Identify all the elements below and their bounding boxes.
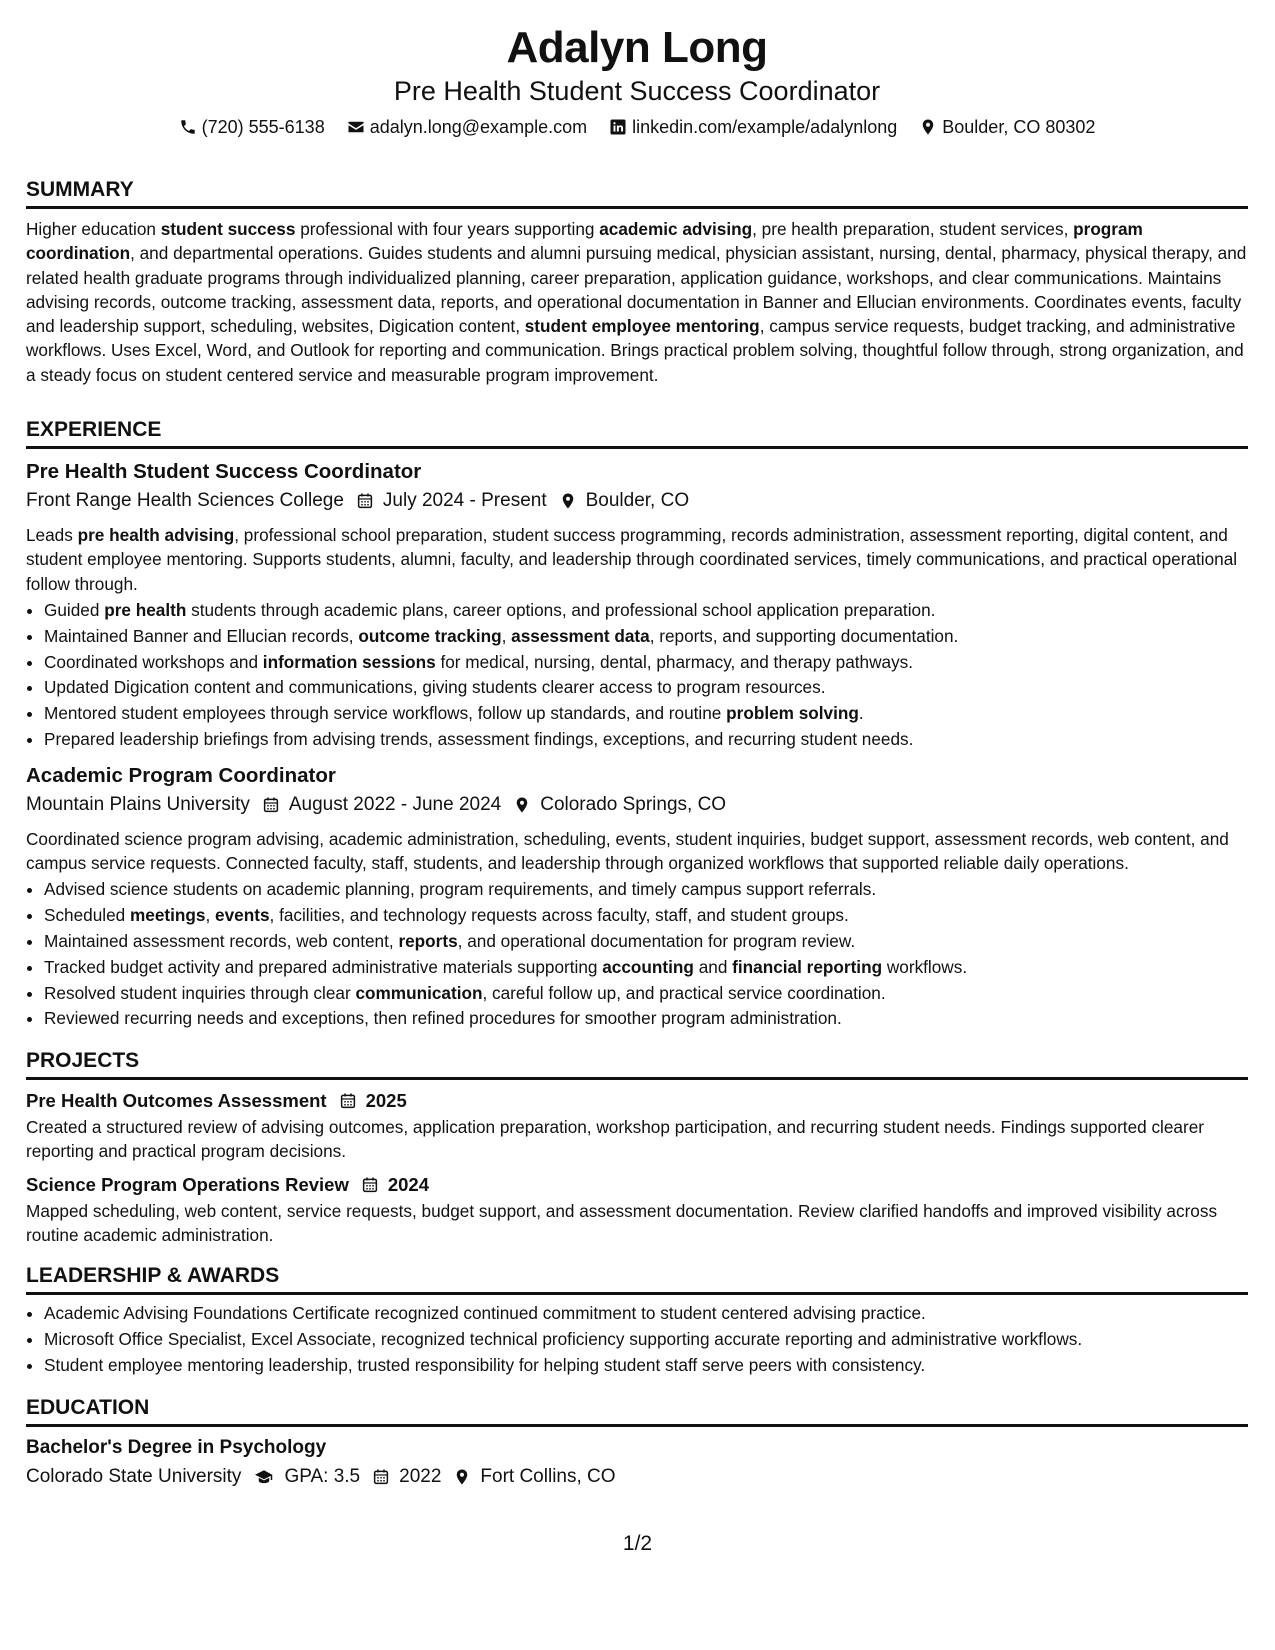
education-gpa <box>253 1463 360 1491</box>
project-year-text: 2025 <box>365 1090 407 1112</box>
emphasis-text: information sessions <box>262 651 436 672</box>
list-item <box>44 598 1248 624</box>
job-organization: Mountain Plains University <box>26 793 250 815</box>
emphasis-text: communication <box>355 982 483 1003</box>
emphasis-text: meetings <box>130 905 206 926</box>
list-item <box>44 650 1248 676</box>
job-dates <box>356 487 547 515</box>
job-meta <box>26 487 1248 515</box>
job-title: Pre Health Student Success Coordinator <box>26 460 422 484</box>
job-location-text: Colorado Springs, CO <box>540 793 727 815</box>
contact-linkedin-text: linkedin.com/example/adalynlong <box>632 117 898 137</box>
section-title-leadership: LEADERSHIP & AWARDS <box>26 1263 1248 1295</box>
list-item <box>44 624 1248 650</box>
project-name: Science Program Operations Review <box>26 1173 349 1195</box>
job-dates-text: August 2022 - June 2024 <box>288 793 502 815</box>
list-item <box>44 877 1248 903</box>
education-section <box>26 1395 1248 1491</box>
contact-email-text: adalyn.long@example.com <box>369 117 588 137</box>
resume-page <box>26 22 1248 1491</box>
project-entry <box>26 1088 1248 1164</box>
emphasis-text: academic advising <box>599 219 753 239</box>
text-run: Leads <box>26 525 78 546</box>
section-title-experience: EXPERIENCE <box>26 417 1248 449</box>
list-item <box>44 701 1248 727</box>
candidate-name: Adalyn Long <box>506 23 768 72</box>
project-header <box>26 1172 1248 1198</box>
linkedin-icon <box>609 118 627 136</box>
project-description: Mapped scheduling, web content, service requests, budget support, and assessment documentation. Review clarified handoffs and improved visibility across routine academic administration. <box>26 1200 1218 1246</box>
list-item <box>44 955 1248 981</box>
job-organization: Front Range Health Sciences College <box>26 490 344 512</box>
candidate-headline: Pre Health Student Success Coordinator <box>393 76 881 106</box>
emphasis-text: events <box>215 905 270 926</box>
text-run: Tracked budget activity and prepared administrative materials supporting <box>44 956 603 977</box>
job-description <box>26 523 1248 596</box>
degree-title: Bachelor's Degree in Psychology <box>26 1436 327 1458</box>
calendar-icon <box>361 1176 379 1194</box>
job-dates <box>262 791 501 819</box>
list-item <box>44 727 1248 753</box>
contact-phone[interactable] <box>179 114 325 140</box>
text-run: , campus service requests, budget tracking, and administrative workflows. Uses Excel, Word, and Outlook for reporting and communication. Brings practical problem solving, thoughtful follow through, strong organization, and a steady focus on student centered service and measurable program improvement. <box>26 316 1244 385</box>
emphasis-text: accounting <box>602 956 694 977</box>
project-entry <box>26 1172 1248 1248</box>
job-bullets <box>26 877 1248 1032</box>
text-run: Resolved student inquiries through clear <box>44 982 356 1003</box>
project-year <box>339 1088 407 1114</box>
summary-text <box>26 217 1248 387</box>
text-run: , professional school preparation, student success programming, records administration, assessment reporting, digital content, and student employee mentoring. Supports students, alumni, faculty, and leadership through coordinated services, timely communications, and practical operational follow through. <box>26 525 1238 594</box>
list-item: • Academic Advising Foundations Certificate recognized continued commitment to student centered advising practice. <box>44 1301 1248 1327</box>
contact-location <box>919 114 1095 140</box>
contact-phone-text: (720) 555-6138 <box>201 117 325 137</box>
education-year-text: 2022 <box>399 1465 442 1487</box>
section-title-education: EDUCATION <box>26 1395 1248 1427</box>
map-pin-icon <box>453 1468 471 1486</box>
text-run: Maintained assessment records, web content, <box>44 930 399 951</box>
list-item: • Microsoft Office Specialist, Excel Associate, recognized technical proficiency supporting accurate reporting and administrative workflows. <box>44 1327 1248 1353</box>
text-run: Reviewed recurring needs and exceptions, then refined procedures for smoother program administration. <box>44 1008 842 1029</box>
text-run: , and departmental operations. Guides students and alumni pursuing medical, physician assistant, nursing, dental, pharmacy, physical therapy, and related health graduate programs through individualized planning, career preparation, application guidance, workshops, and clear communications. Maintains advising records, outcome tracking, assessment data, reports, and operational documentation in Banner and Ellucian environments. Coordinates events, faculty and leadership support, scheduling, websites, Digication content, <box>26 243 1247 337</box>
leadership-section <box>26 1263 1248 1378</box>
list-item <box>44 675 1248 701</box>
projects-section <box>26 1048 1248 1247</box>
text-run: Maintained Banner and Ellucian records, <box>44 625 359 646</box>
project-year <box>361 1172 429 1198</box>
job-meta <box>26 791 1248 819</box>
job-entry <box>26 762 1248 1032</box>
calendar-icon <box>339 1092 357 1110</box>
project-year-text: 2024 <box>387 1173 430 1195</box>
leadership-bullets <box>26 1301 1248 1378</box>
text-run: Advised science students on academic planning, program requirements, and timely campus support referrals. <box>44 879 877 900</box>
contact-email[interactable] <box>347 114 587 140</box>
text-run: for medical, nursing, dental, pharmacy, and therapy pathways. <box>435 651 914 672</box>
emphasis-text: student success <box>160 219 296 239</box>
text-run: students through academic plans, career options, and professional school application preparation. <box>186 599 936 620</box>
text-run: Guided <box>44 599 105 620</box>
job-location <box>559 487 690 515</box>
calendar-icon <box>356 492 374 510</box>
text-run: , facilities, and technology requests across faculty, staff, and student groups. <box>269 905 849 926</box>
text-run: Coordinated workshops and <box>44 651 263 672</box>
education-gpa-text: GPA: 3.5 <box>284 1465 361 1487</box>
emphasis-text: program coordination <box>26 219 1143 264</box>
envelope-icon <box>347 118 365 136</box>
text-run: Scheduled <box>44 905 131 926</box>
experience-section <box>26 417 1248 1032</box>
section-title-projects: PROJECTS <box>26 1048 1248 1080</box>
emphasis-text: assessment data <box>511 625 650 646</box>
project-name: Pre Health Outcomes Assessment <box>26 1090 327 1112</box>
contact-linkedin[interactable] <box>609 114 897 140</box>
map-pin-icon <box>559 492 577 510</box>
text-run: Prepared leadership briefings from advising trends, assessment findings, exceptions, and recurring student needs. <box>44 728 914 749</box>
text-run: . <box>858 703 864 724</box>
education-location <box>453 1463 615 1491</box>
text-run: and <box>693 956 733 977</box>
text-run: professional with four years supporting <box>295 219 600 239</box>
emphasis-text: outcome tracking <box>358 625 502 646</box>
emphasis-text: financial reporting <box>732 956 883 977</box>
phone-icon <box>179 118 197 136</box>
map-pin-icon <box>513 796 531 814</box>
education-year <box>372 1463 441 1491</box>
emphasis-text: student employee mentoring <box>524 316 760 337</box>
emphasis-text: pre health <box>104 599 187 620</box>
text-run: Updated Digication content and communications, giving students clearer access to program resources. <box>44 677 826 698</box>
text-run: , pre health preparation, student services, <box>752 219 1074 239</box>
text-run: , reports, and supporting documentation. <box>649 625 959 646</box>
text-run: Coordinated science program advising, academic administration, scheduling, events, student inquiries, budget support, assessment records, web content, and campus service requests. Connected faculty, staff, students, and leadership through organized workflows that supported reliable daily operations. <box>26 828 1229 874</box>
education-location-text: Fort Collins, CO <box>480 1465 616 1487</box>
calendar-icon <box>372 1468 390 1486</box>
emphasis-text: problem solving <box>726 703 859 724</box>
job-location-text: Boulder, CO <box>585 490 690 512</box>
school-name: Colorado State University <box>26 1465 242 1487</box>
project-header <box>26 1088 1248 1114</box>
text-run: , careful follow up, and practical service coordination. <box>482 982 886 1003</box>
contact-bar <box>26 114 1248 140</box>
text-run: , <box>501 625 512 646</box>
map-pin-icon <box>919 118 937 136</box>
list-item: • Student employee mentoring leadership, trusted responsibility for helping student staff serve peers with consistency. <box>44 1353 1248 1379</box>
summary-section <box>26 177 1248 387</box>
list-item <box>44 903 1248 929</box>
graduation-cap-icon <box>253 1468 275 1486</box>
job-title: Academic Program Coordinator <box>26 763 336 787</box>
emphasis-text: pre health advising <box>77 525 235 546</box>
section-title-summary: SUMMARY <box>26 177 1248 209</box>
text-run: Mentored student employees through service workflows, follow up standards, and routine <box>44 703 727 724</box>
project-description: Created a structured review of advising outcomes, application preparation, workshop participation, and recurring student needs. Findings supported clearer reporting and practical program decisions. <box>26 1117 1204 1162</box>
text-run: , and operational documentation for program review. <box>457 930 856 951</box>
text-run: workflows. <box>882 956 968 977</box>
education-meta <box>26 1463 1248 1491</box>
job-location <box>513 791 726 819</box>
text-run: Higher education <box>26 219 161 239</box>
page-number: 1/2 <box>622 1532 653 1555</box>
job-entry <box>26 458 1248 753</box>
text-run: , <box>205 905 216 926</box>
list-item <box>44 981 1248 1007</box>
job-dates-text: July 2024 - Present <box>382 490 547 512</box>
job-description <box>26 827 1248 876</box>
list-item <box>44 929 1248 955</box>
emphasis-text: reports <box>398 930 458 951</box>
list-item <box>44 1006 1248 1032</box>
job-bullets <box>26 598 1248 753</box>
calendar-icon <box>262 796 280 814</box>
contact-location-text: Boulder, CO 80302 <box>942 117 1096 137</box>
